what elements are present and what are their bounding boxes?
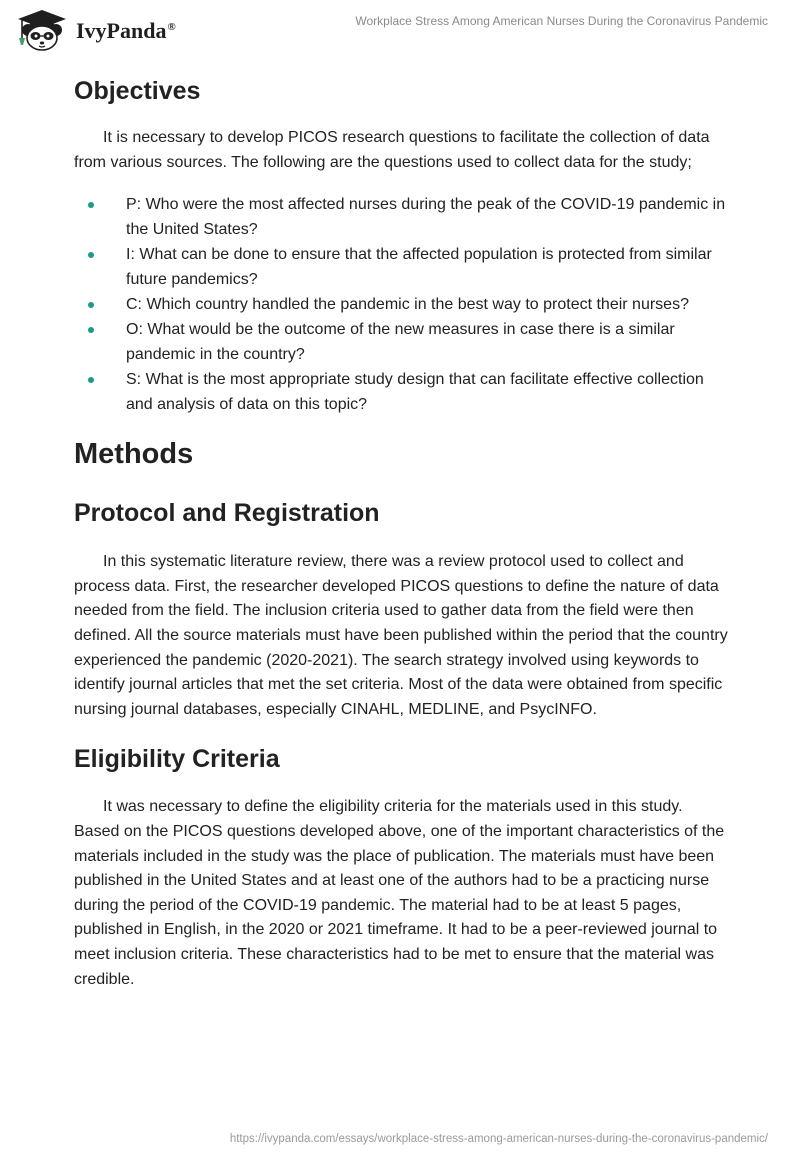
ivypanda-logo[interactable] xyxy=(14,8,176,52)
bullet-dot xyxy=(88,327,94,333)
panda-graduate-icon xyxy=(14,8,70,52)
list-item: O: What would be the outcome of the new measures in case there is a similar pandemic in the country? xyxy=(74,317,730,367)
list-item: P: Who were the most affected nurses during the peak of the COVID-19 pandemic in the United States? xyxy=(74,192,730,242)
eligibility-paragraph: It was necessary to define the eligibility criteria for the materials used in this study. Based on the PICOS questions developed above, one of the important characteristics of the materials included in the study was the place of publication. The materials must have been published in the United States and at least one of the authors had to be a practicing nurse during the period of the COVID-19 pandemic. The material had to be at least 5 pages, published in English, in the 2020 or 2021 timeframe. It had to be a peer-reviewed journal to meet inclusion criteria. These characteristics had to be met to ensure that the material was credible. xyxy=(74,798,725,988)
bullet-dot xyxy=(88,202,94,208)
registered-mark: ® xyxy=(167,20,176,33)
objectives-intro: It is necessary to develop PICOS research questions to facilitate the collection of data from various sources. The following are the questions used to collect data for the study; xyxy=(74,129,710,171)
objectives-heading: Objectives xyxy=(74,77,201,105)
bullet-dot xyxy=(88,252,94,258)
protocol-paragraph: In this systematic literature review, there was a review protocol used to collect and process data. First, the researcher developed PICOS questions to define the nature of data needed from the field. The inclusion criteria used to gather data from the field were then defined. All the source materials must have been published within the period that the country experienced the pandemic (2020-2021). The search strategy involved using keywords to identify journal articles that met the set criteria. Most of the data were obtained from specific nursing journal databases, especially CINAHL, MEDLINE, and PsycINFO. xyxy=(74,553,728,718)
source-url-link[interactable]: https://ivypanda.com/essays/workplace-stress-among-american-nurses-during-the-coronavirus-pandemic/ xyxy=(229,1133,768,1145)
eligibility-heading: Eligibility Criteria xyxy=(74,745,280,774)
methods-heading: Methods xyxy=(74,438,194,471)
running-title: Workplace Stress Among American Nurses During the Coronavirus Pandemic xyxy=(355,14,768,28)
picos-question-list xyxy=(74,192,730,417)
page-header xyxy=(0,0,800,60)
brand-name: IvyPanda® xyxy=(76,18,176,43)
document-body xyxy=(74,70,730,992)
list-item: S: What is the most appropriate study design that can facilitate effective collection and analysis of data on this topic? xyxy=(74,367,730,417)
list-item: C: Which country handled the pandemic in the best way to protect their nurses? xyxy=(74,292,730,317)
protocol-heading: Protocol and Registration xyxy=(74,499,380,528)
list-item: I: What can be done to ensure that the affected population is protected from similar future pandemics? xyxy=(74,242,730,292)
bullet-dot xyxy=(88,377,94,383)
bullet-dot xyxy=(88,302,94,308)
